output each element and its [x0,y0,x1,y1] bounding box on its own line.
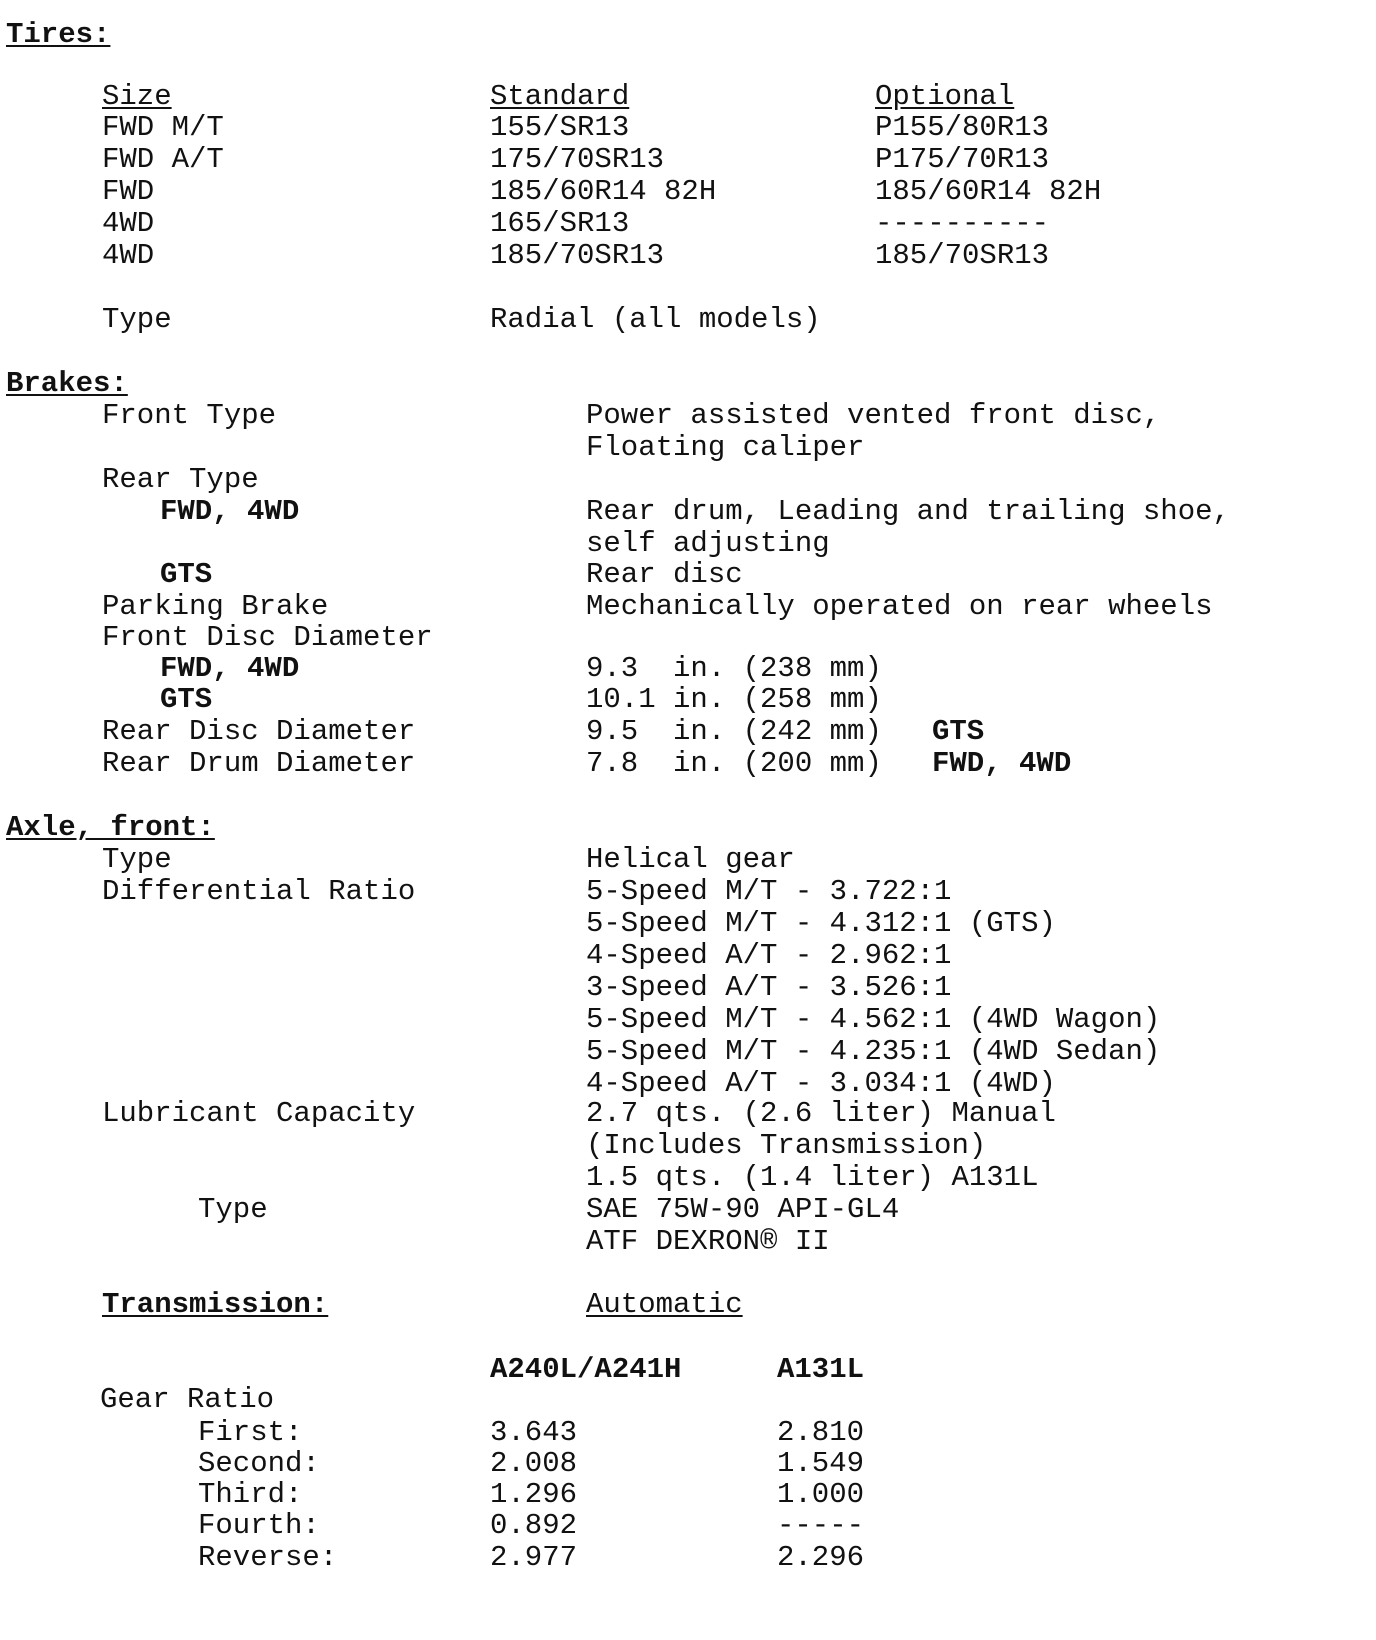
tire-optional: 185/60R14 82H [875,175,1102,208]
tire-optional: 185/70SR13 [875,239,1050,272]
parking-brake-label: Parking Brake [102,590,329,623]
gear-label: Second: [198,1447,320,1480]
rear-type-label: Rear Type [102,463,259,496]
tires-col-standard: Standard [490,80,630,113]
col-a131l: A131L [777,1353,865,1386]
tire-size: FWD A/T [102,143,224,176]
gear-a240: 2.977 [490,1541,578,1574]
front-disc-gts-label: GTS [160,683,213,716]
differential-ratio: 4-Speed A/T - 3.034:1 (4WD) [586,1067,1056,1100]
tires-type-value: Radial (all models) [490,303,821,336]
front-type-value: Power assisted vented front disc, [586,399,1161,432]
front-type-value-cont: Floating caliper [586,431,865,464]
rear-fwd-value: Rear drum, Leading and trailing shoe, [586,495,1230,528]
lubricant-type-label: Type [198,1193,268,1226]
tire-standard: 175/70SR13 [490,143,665,176]
gear-a131: 1.000 [777,1478,865,1511]
parking-brake-value: Mechanically operated on rear wheels [586,590,1213,623]
lubricant-capacity: 2.7 qts. (2.6 liter) Manual [586,1097,1056,1130]
tires-type-label: Type [102,303,172,336]
transmission-heading: Transmission: [102,1288,329,1321]
gear-a240: 0.892 [490,1509,578,1542]
rear-drum-value: 7.8 in. (200 mm) [586,747,882,780]
tire-optional: P155/80R13 [875,111,1050,144]
differential-ratio: 3-Speed A/T - 3.526:1 [586,971,952,1004]
differential-ratio: 4-Speed A/T - 2.962:1 [586,939,952,972]
lubricant-type: SAE 75W-90 API-GL4 [586,1193,900,1226]
lubricant-type: ATF DEXRON® II [586,1225,830,1258]
rear-disc-value: 9.5 in. (242 mm) [586,715,882,748]
gear-label: Fourth: [198,1509,320,1542]
lubricant-capacity-label: Lubricant Capacity [102,1097,416,1130]
tires-col-size: Size [102,80,172,113]
rear-drum-note: FWD, 4WD [932,747,1072,780]
gear-ratio-label: Gear Ratio [100,1383,275,1416]
tire-standard: 165/SR13 [490,207,630,240]
tire-size: 4WD [102,239,155,272]
front-disc-fwd-label: FWD, 4WD [160,652,300,685]
rear-disc-label: Rear Disc Diameter [102,715,416,748]
rear-fwd-value-cont: self adjusting [586,527,830,560]
axle-heading: Axle, front: [6,811,215,844]
gear-a240: 1.296 [490,1478,578,1511]
gear-a240: 3.643 [490,1416,578,1449]
rear-gts-label: GTS [160,558,213,591]
tire-size: FWD M/T [102,111,224,144]
gear-label: First: [198,1416,303,1449]
front-type-label: Front Type [102,399,277,432]
tires-heading: Tires: [6,18,111,51]
transmission-kind: Automatic [586,1288,743,1321]
gear-a131: 1.549 [777,1447,865,1480]
rear-disc-note: GTS [932,715,985,748]
rear-fwd-label: FWD, 4WD [160,495,300,528]
differential-ratio: 5-Speed M/T - 4.235:1 (4WD Sedan) [586,1035,1161,1068]
differential-ratio: 5-Speed M/T - 3.722:1 [586,875,952,908]
front-disc-gts-value: 10.1 in. (258 mm) [586,683,882,716]
lubricant-capacity: (Includes Transmission) [586,1129,987,1162]
col-a240l-a241h: A240L/A241H [490,1353,682,1386]
tires-col-optional: Optional [875,80,1015,113]
differential-ratio: 5-Speed M/T - 4.562:1 (4WD Wagon) [586,1003,1161,1036]
gear-a240: 2.008 [490,1447,578,1480]
rear-gts-value: Rear disc [586,558,743,591]
rear-drum-label: Rear Drum Diameter [102,747,416,780]
lubricant-capacity: 1.5 qts. (1.4 liter) A131L [586,1161,1039,1194]
tire-optional: P175/70R13 [875,143,1050,176]
tire-optional: ---------- [875,207,1050,240]
differential-ratio-label: Differential Ratio [102,875,416,908]
front-disc-label: Front Disc Diameter [102,621,433,654]
brakes-heading: Brakes: [6,367,128,400]
axle-type-value: Helical gear [586,843,795,876]
gear-a131: 2.810 [777,1416,865,1449]
axle-type-label: Type [102,843,172,876]
tire-size: FWD [102,175,155,208]
front-disc-fwd-value: 9.3 in. (238 mm) [586,652,882,685]
tire-standard: 185/70SR13 [490,239,665,272]
gear-a131: ----- [777,1509,865,1542]
tire-size: 4WD [102,207,155,240]
differential-ratio: 5-Speed M/T - 4.312:1 (GTS) [586,907,1056,940]
gear-label: Reverse: [198,1541,338,1574]
tire-standard: 185/60R14 82H [490,175,717,208]
tire-standard: 155/SR13 [490,111,630,144]
gear-a131: 2.296 [777,1541,865,1574]
gear-label: Third: [198,1478,303,1511]
